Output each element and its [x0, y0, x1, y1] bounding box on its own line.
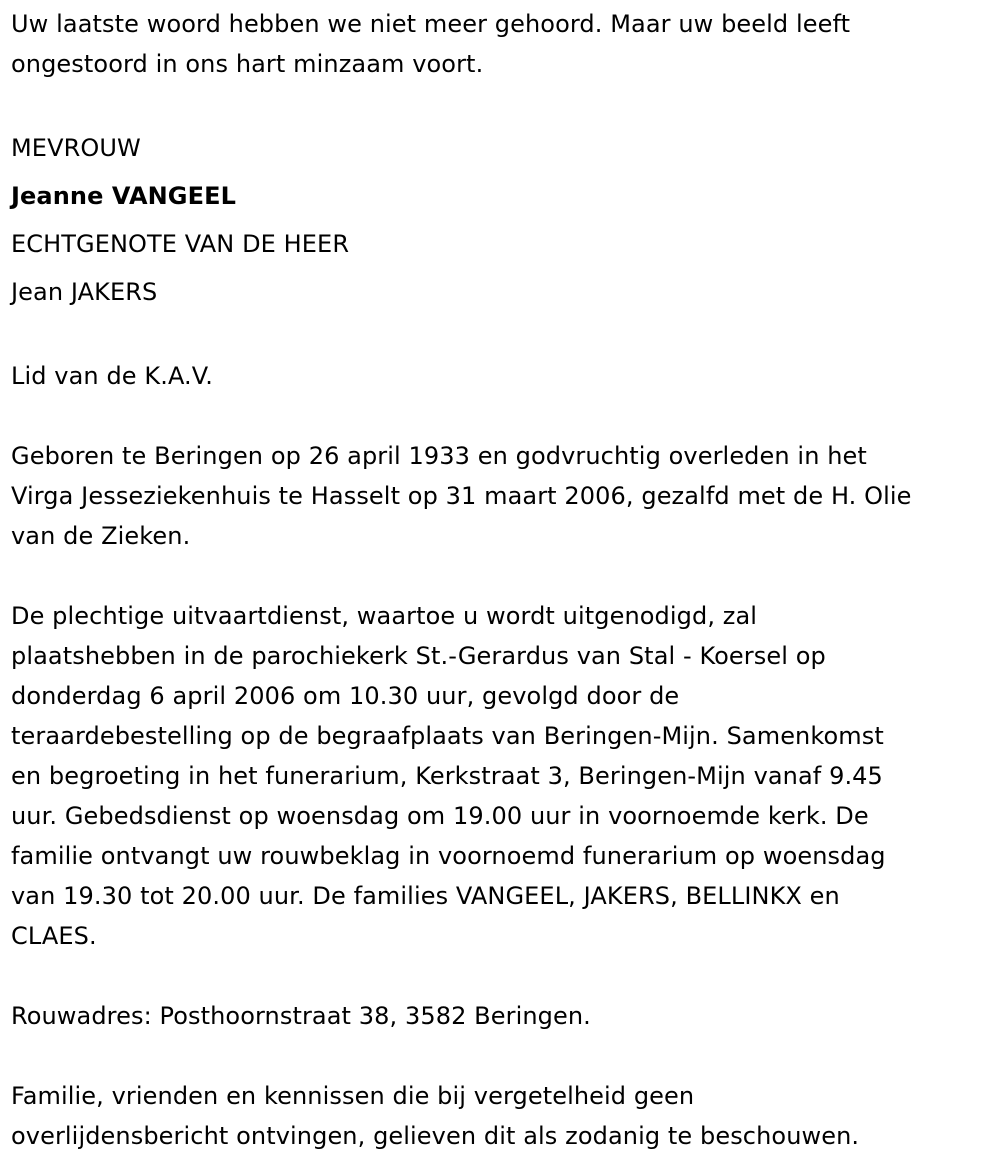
closing-line: Familie, vrienden en kennissen die bij vergetelheid geen [11, 1082, 695, 1110]
service-line: plaatshebben in de parochiekerk St.-Gerardus van Stal - Koersel op [11, 642, 826, 670]
deceased-name: Jeanne VANGEEL [11, 182, 236, 210]
service-line: uur. Gebedsdienst op woensdag om 19.00 uur in voornoemde kerk. De [11, 802, 869, 830]
honorific: MEVROUW [11, 134, 141, 162]
funeral-service-info [11, 596, 991, 956]
memorial-verse [11, 4, 991, 84]
verse-line: Uw laatste woord hebben we niet meer gehoord. Maar uw beeld leeft [11, 10, 851, 38]
service-line: donderdag 6 april 2006 om 10.30 uur, gevolgd door de [11, 682, 680, 710]
birth-death-info [11, 436, 991, 556]
membership: Lid van de K.A.V. [11, 362, 213, 390]
spouse-name: Jean JAKERS [11, 278, 158, 306]
service-line: familie ontvangt uw rouwbeklag in voornoemd funerarium op woensdag [11, 842, 886, 870]
birth-line: van de Zieken. [11, 522, 191, 550]
verse-line: ongestoord in ons hart minzaam voort. [11, 50, 484, 78]
service-line: CLAES. [11, 922, 97, 950]
mourning-address: Rouwadres: Posthoornstraat 38, 3582 Beringen. [11, 1002, 591, 1030]
service-line: teraardebestelling op de begraafplaats van Beringen-Mijn. Samenkomst [11, 722, 884, 750]
spouse-relation: ECHTGENOTE VAN DE HEER [11, 230, 350, 258]
closing-line: overlijdensbericht ontvingen, gelieven dit als zodanig te beschouwen. [11, 1122, 860, 1150]
birth-line: Virga Jesseziekenhuis te Hasselt op 31 maart 2006, gezalfd met de H. Olie [11, 482, 912, 510]
service-line: en begroeting in het funerarium, Kerkstraat 3, Beringen-Mijn vanaf 9.45 [11, 762, 883, 790]
service-line: van 19.30 tot 20.00 uur. De families VANGEEL, JAKERS, BELLINKX en [11, 882, 840, 910]
closing-note [11, 1076, 991, 1156]
birth-line: Geboren te Beringen op 26 april 1933 en godvruchtig overleden in het [11, 442, 867, 470]
obituary-notice [11, 4, 991, 1156]
deceased-header [11, 124, 991, 316]
service-line: De plechtige uitvaartdienst, waartoe u wordt uitgenodigd, zal [11, 602, 758, 630]
